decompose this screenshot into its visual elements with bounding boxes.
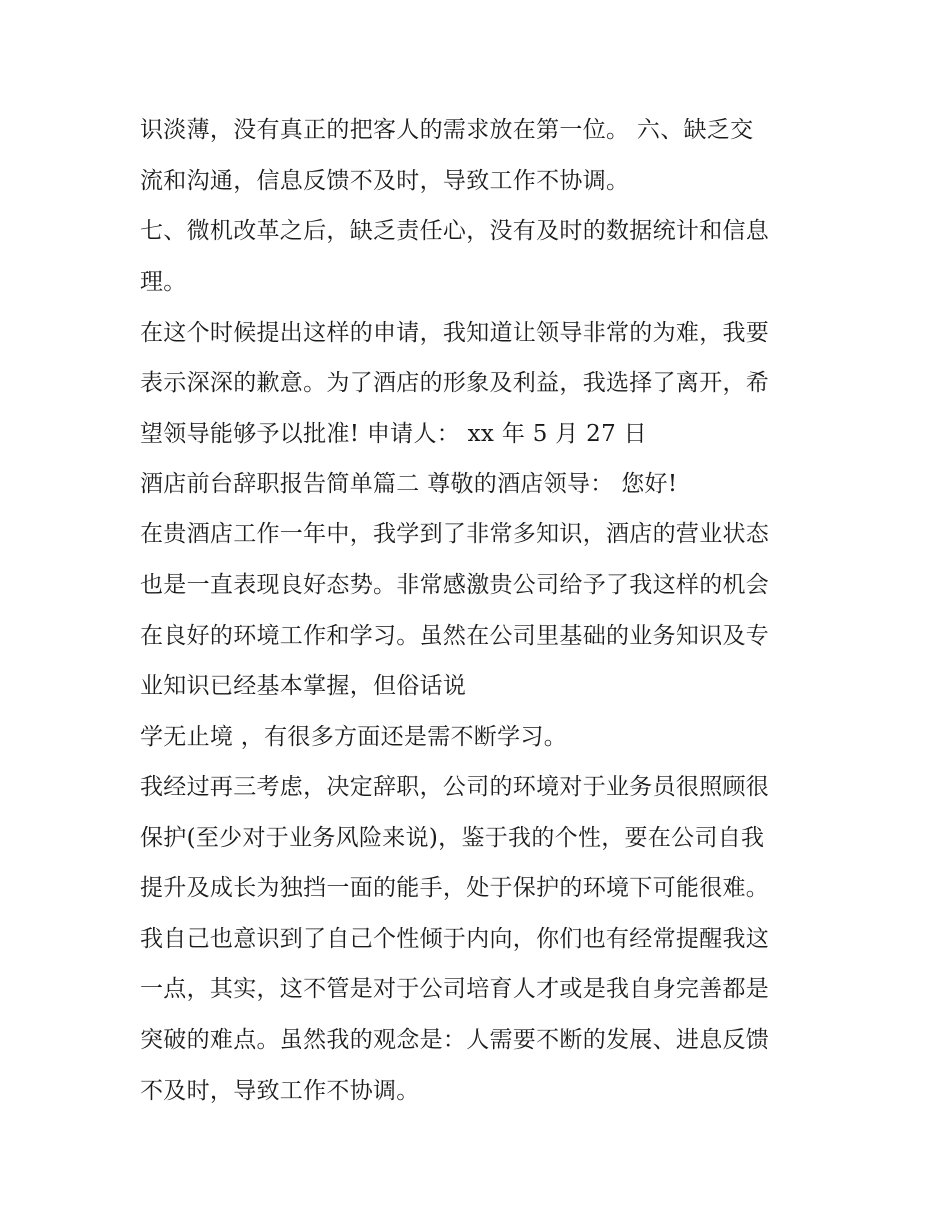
text-line: 保护(至少对于业务风险来说)，鉴于我的个性，要在公司自我 [140,825,765,851]
text-line: 表示深深的歉意。为了酒店的形象及利益，我选择了离开，希 [140,370,770,396]
text-line: 望领导能够予以批准! 申请人： xx 年 5 月 27 日 [140,421,647,447]
section-heading: 酒店前台辞职报告简单篇二 尊敬的酒店领导： 您好! [140,471,678,497]
text-line: 我自己也意识到了自己个性倾于内向，你们也有经常提醒我这 [140,926,770,952]
text-line: 流和沟通，信息反馈不及时，导致工作不协调。 [140,168,630,194]
text-line: 学无止境 ，有很多方面还是需不断学习。 [140,724,568,750]
text-line: 一点，其实，这不管是对于公司培育人才或是我自身完善都是 [140,976,770,1002]
text-line: 在贵酒店工作一年中，我学到了非常多知识，酒店的营业状态 [140,521,770,547]
text-line: 突破的难点。虽然我的观念是：人需要不断的发展、进息反馈 [140,1027,770,1053]
text-line: 七、微机改革之后，缺乏责任心，没有及时的数据统计和信息 [140,218,770,244]
text-line: 识淡薄，没有真正的把客人的需求放在第一位。 六、缺乏交 [140,117,754,143]
text-line: 提升及成长为独挡一面的能手，处于保护的环境下可能很难。 [140,875,770,901]
text-line: 我经过再三考虑，决定辞职，公司的环境对于业务员很照顾很 [140,774,770,800]
text-line: 理。 [140,269,187,295]
text-line: 业知识已经基本掌握，但俗话说 [140,673,467,699]
text-line: 也是一直表现良好态势。非常感激贵公司给予了我这样的机会 [140,572,770,598]
text-line: 在这个时候提出这样的申请，我知道让领导非常的为难，我要 [140,320,770,346]
text-line: 在良好的环境工作和学习。虽然在公司里基础的业务知识及专 [140,623,770,649]
text-line: 不及时，导致工作不协调。 [140,1078,420,1104]
